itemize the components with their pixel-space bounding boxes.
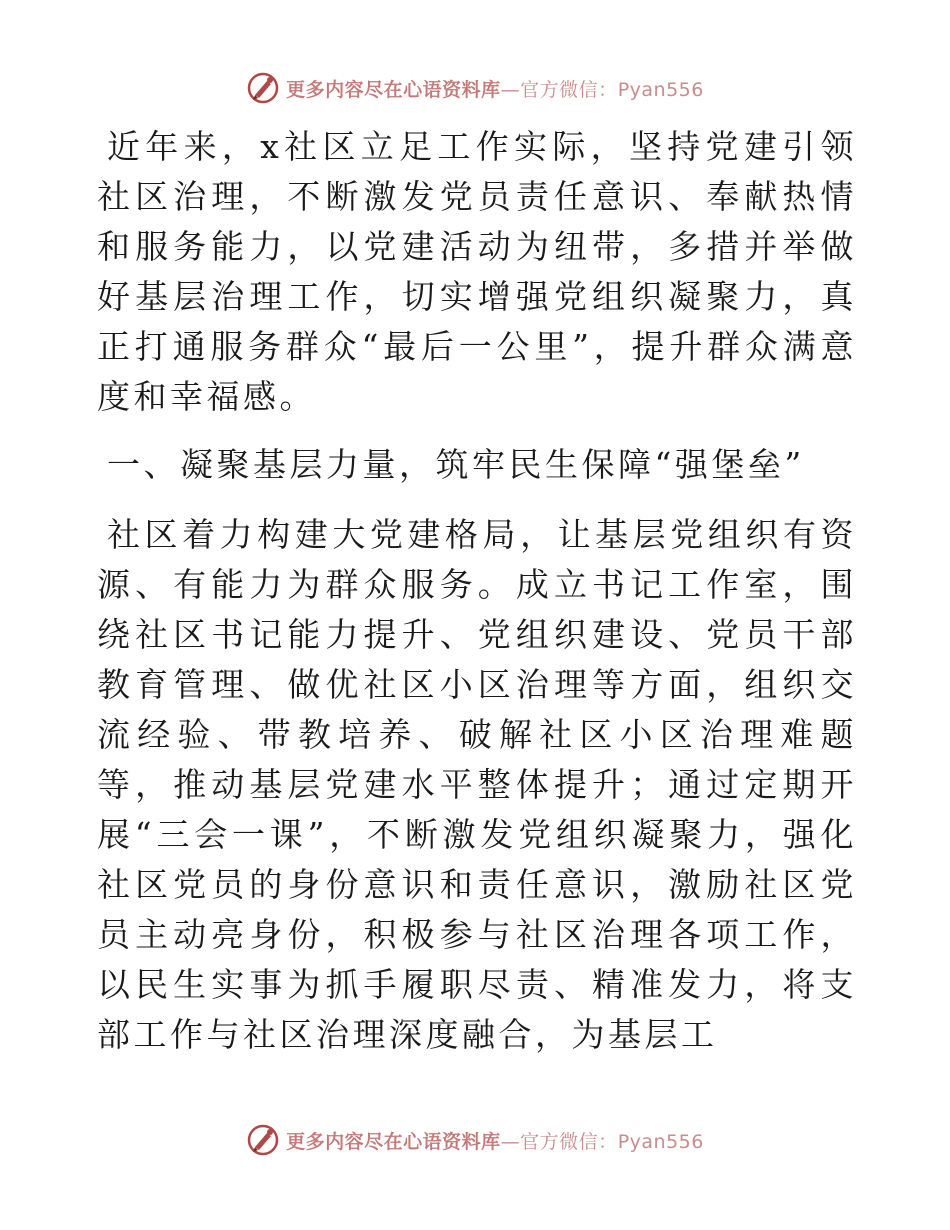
pen-logo-icon xyxy=(246,71,280,105)
pen-logo-icon xyxy=(246,1123,280,1157)
footer-watermark xyxy=(0,1120,950,1160)
watermark-text: 更多内容尽在心语资料库—官方微信：Pyan556 xyxy=(286,78,704,101)
intro-paragraph: 近年来，x社区立足工作实际，坚持党建引领社区治理，不断激发党员责任意识、奉献热情和服务能力，以党建活动为纽带，多措并举做好基层治理工作，切实增强党组织凝聚力，真正打通服务群众“最后一公里”，提升群众满意度和幸福感。 xyxy=(97,127,857,416)
document-body xyxy=(97,122,857,1060)
section-heading: 一、凝聚基层力量，筑牢民生保障“强堡垒” xyxy=(107,445,805,484)
body-paragraph: 社区着力构建大党建格局，让基层党组织有资源、有能力为群众服务。成立书记工作室，围绕社区书记能力提升、党组织建设、党员干部教育管理、做优社区小区治理等方面，组织交流经验、带教培养、破解社区小区治理难题等，推动基层党建水平整体提升；通过定期开展“三会一课”，不断激发党组织凝聚力，强化社区党员的身份意识和责任意识，激励社区党员主动亮身份，积极参与社区治理各项工作，以民生实事为抓手履职尽责、精准发力，将支部工作与社区治理深度融合，为基层工 xyxy=(97,515,857,1054)
watermark-text: 更多内容尽在心语资料库—官方微信：Pyan556 xyxy=(286,1130,704,1153)
header-watermark xyxy=(0,68,950,108)
